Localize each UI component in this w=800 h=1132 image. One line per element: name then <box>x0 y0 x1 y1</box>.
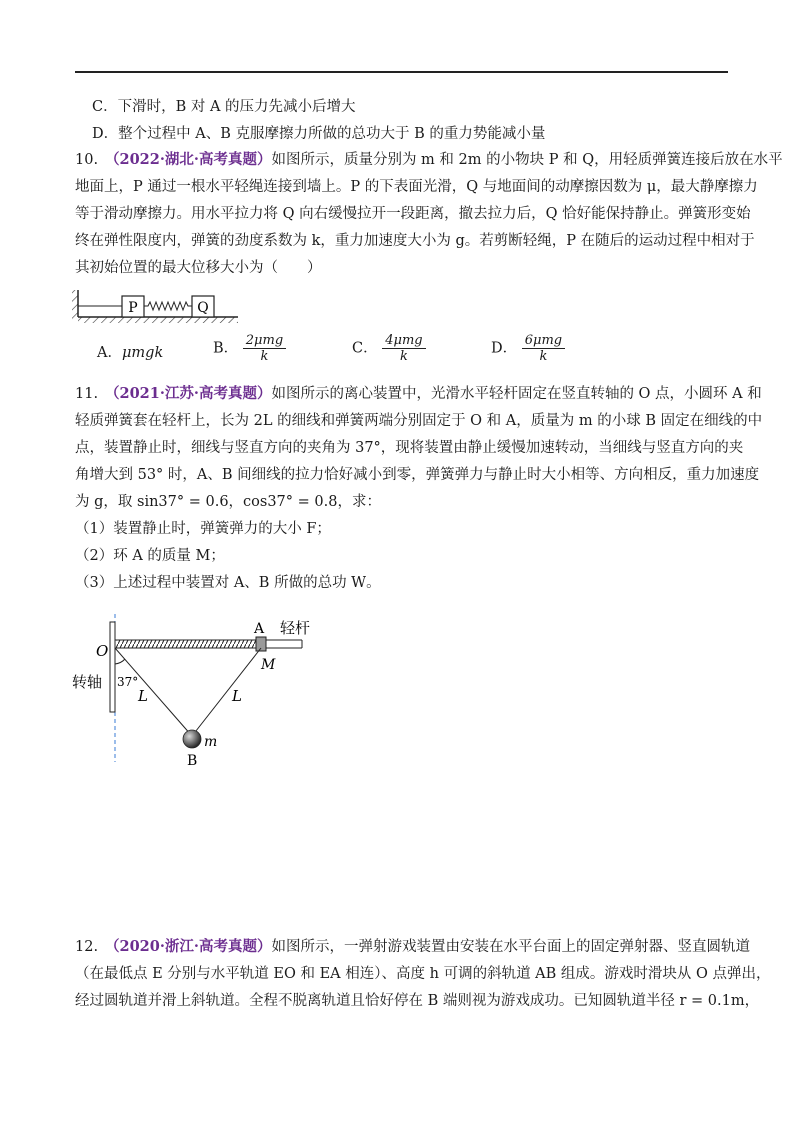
q12-text-line-1: 如图所示，一弹射游戏装置由安装在水平台面上的固定弹射器、竖直圆轨道 <box>271 939 750 955</box>
q11-number: 11. <box>75 386 99 402</box>
q10-option-d-label: D． <box>491 340 518 357</box>
q12-first-line <box>75 937 750 957</box>
q10-option-d-numerator: 6μmg <box>522 333 565 349</box>
q10-text-line-4: 终在弹性限度内，弹簧的劲度系数为 k，重力加速度大小为 g。若剪断轻绳，P 在随后的运动过程中相对于 <box>75 233 755 249</box>
label-rod: 轻杆 <box>280 619 311 637</box>
label-b: B <box>187 753 198 769</box>
label-rotation-axis: 转轴 <box>72 673 103 691</box>
q12-number: 12. <box>75 939 99 955</box>
q10-option-c-label: C． <box>352 340 378 357</box>
ground-hatch <box>78 317 238 323</box>
q10-option-d-fraction <box>522 333 565 364</box>
q10-option-b <box>213 333 286 364</box>
q10-number: 10. <box>75 152 99 168</box>
label-l-right: L <box>232 687 242 705</box>
q10-text-line-3: 等于滑动摩擦力。用水平拉力将 Q 向右缓慢拉开一段距离，撤去拉力后，Q 恰好能保持静止。弹簧形变始 <box>75 206 751 222</box>
q10-option-c-numerator: 4μmg <box>382 333 425 349</box>
label-o: O <box>96 642 109 660</box>
q10-source-tag: （2022·湖北·高考真题） <box>105 151 272 168</box>
q10-option-b-denominator: k <box>260 349 269 364</box>
prev-option-c: C．下滑时，B 对 A 的压力先减小后增大 <box>92 99 356 115</box>
q11-sub-question-1: （1）装置静止时，弹簧弹力的大小 F； <box>75 521 331 537</box>
spring <box>144 302 192 310</box>
q10-text-line-5: 其初始位置的最大位移大小为（ ） <box>75 260 322 276</box>
q11-source-tag: （2021·江苏·高考真题） <box>105 385 272 402</box>
q11-text-line-3: 点，装置静止时，细线与竖直方向的夹角为 37°，现将装置由静止缓慢加速转动，当细线与竖直方向的夹 <box>75 440 744 456</box>
q11-first-line <box>75 384 762 404</box>
wall-hatch <box>72 290 78 320</box>
string-left <box>115 648 192 736</box>
q11-sub-question-3: （3）上述过程中装置对 A、B 所做的总功 W。 <box>75 575 381 591</box>
string-right <box>192 648 261 736</box>
label-mass-m-upper: M <box>261 657 276 673</box>
q10-option-c <box>352 333 426 364</box>
angle-arc <box>115 659 125 664</box>
q11-text-line-5: 为 g，取 sin37° = 0.6，cos37° = 0.8，求： <box>75 494 381 510</box>
q10-option-b-label: B． <box>213 340 239 357</box>
q11-figure <box>70 612 320 770</box>
ball-b <box>183 730 201 748</box>
prev-option-d: D．整个过程中 A、B 克服摩擦力所做的总功大于 B 的重力势能减小量 <box>92 126 546 142</box>
header-rule <box>75 71 728 73</box>
spring-coil <box>116 640 256 648</box>
label-angle: 37° <box>117 675 139 689</box>
label-a: A <box>254 621 265 637</box>
q12-text-line-2: （在最低点 E 分别与水平轨道 EO 和 EA 相连）、高度 h 可调的斜轨道 AB 组成。游戏时滑块从 O 点弹出， <box>75 966 771 982</box>
q10-option-b-fraction <box>243 333 286 364</box>
q11-text-line-2: 轻质弹簧套在轻杆上，长为 2L 的细线和弹簧两端分别固定于 O 和 A，质量为 m 的小球 B 固定在细线的中 <box>75 413 763 429</box>
label-mass-m-lower: m <box>204 734 218 750</box>
q10-option-c-denominator: k <box>399 349 408 364</box>
q12-source-tag: （2020·浙江·高考真题） <box>105 938 272 955</box>
q10-text-line-2: 地面上，P 通过一根水平轻绳连接到墙上。P 的下表面光滑，Q 与地面间的动摩擦因数为 μ，最大静摩擦力 <box>75 179 758 195</box>
q10-option-c-fraction <box>382 333 425 364</box>
q10-figure <box>70 286 240 324</box>
q11-text-line-1: 如图所示的离心装置中，光滑水平轻杆固定在竖直转轴的 O 点，小圆环 A 和 <box>271 386 762 402</box>
q10-option-a-value: μmgk <box>121 345 164 361</box>
q10-option-a-label: A． <box>97 345 122 361</box>
rotation-shaft <box>110 622 115 712</box>
q10-text-line-1: 如图所示，质量分别为 m 和 2m 的小物块 P 和 Q，用轻质弹簧连接后放在水平 <box>271 152 783 168</box>
q10-option-d-denominator: k <box>539 349 548 364</box>
q11-sub-question-2: （2）环 A 的质量 M； <box>75 548 225 564</box>
q10-option-a <box>97 343 163 363</box>
q12-text-line-3: 经过圆轨道并滑上斜轨道。全程不脱离轨道且恰好停在 B 端则视为游戏成功。已知圆轨道半径 r = 0.1m， <box>75 993 760 1009</box>
label-l-left: L <box>138 687 148 705</box>
q10-option-b-numerator: 2μmg <box>243 333 286 349</box>
q10-first-line <box>75 150 783 170</box>
q11-text-line-4: 角增大到 53° 时，A、B 间细线的拉力恰好减小到零，弹簧弹力与静止时大小相等、方向相反，重力加速度 <box>75 467 760 483</box>
block-q-label: Q <box>197 300 209 316</box>
ring-a <box>256 637 266 651</box>
q10-option-d <box>491 333 565 364</box>
block-p-label: P <box>128 300 138 316</box>
